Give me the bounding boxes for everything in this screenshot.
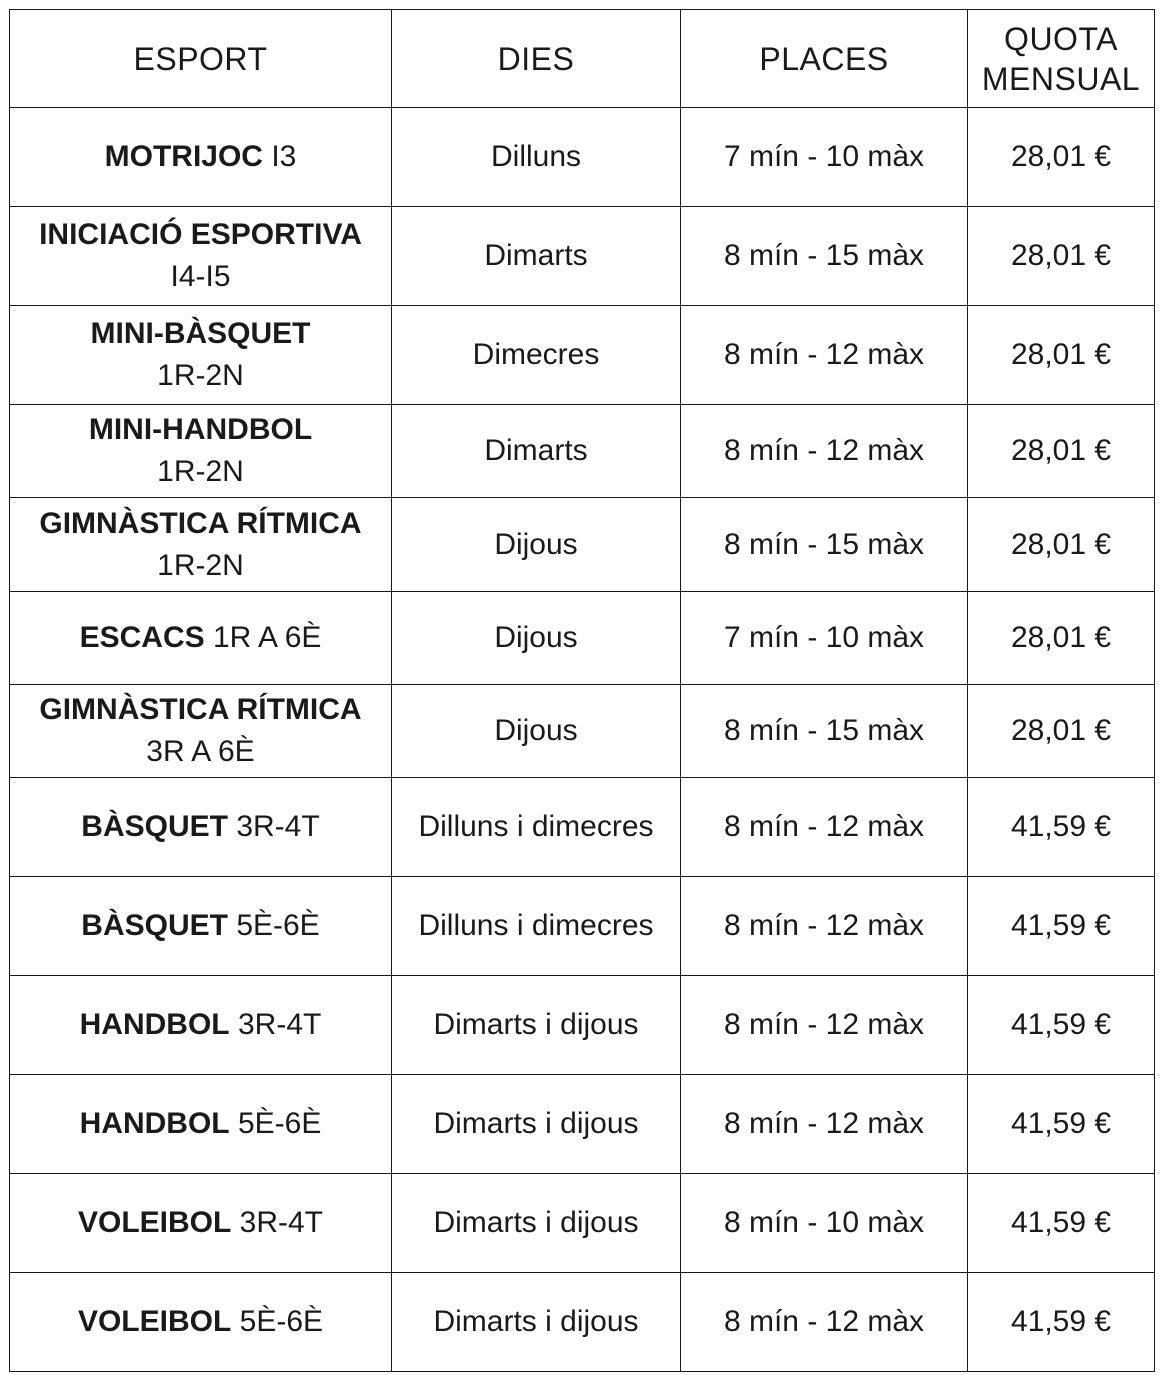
sport-name: GIMNÀSTICA RÍTMICA — [39, 506, 362, 540]
sport-name: BÀSQUET — [81, 909, 228, 942]
fee-cell — [968, 1075, 1155, 1174]
places-cell — [681, 685, 968, 778]
places-cell — [681, 405, 968, 498]
sport-level: I4-I5 — [170, 260, 231, 293]
fee-cell-text: 28,01 € — [1010, 140, 1112, 173]
fee-cell — [968, 207, 1155, 306]
fee-cell — [968, 592, 1155, 685]
sport-level: 1R A 6È — [212, 621, 322, 654]
sport-level: 3R A 6È — [146, 735, 255, 768]
places-cell-text: 8 mín - 15 màx — [723, 714, 925, 747]
sport-cell — [10, 778, 392, 877]
table-row — [10, 778, 1155, 877]
places-cell-text: 8 mín - 12 màx — [723, 810, 925, 843]
places-cell-text: 7 mín - 10 màx — [723, 621, 925, 654]
places-cell — [681, 1075, 968, 1174]
table-row — [10, 498, 1155, 592]
sport-level: 5È-6È — [239, 1305, 324, 1338]
places-cell-text: 8 mín - 15 màx — [723, 527, 925, 561]
places-cell — [681, 877, 968, 976]
table-row — [10, 877, 1155, 976]
days-cell-text: Dijous — [494, 714, 578, 747]
places-cell-text: 8 mín - 12 màx — [723, 434, 925, 467]
sport-cell — [10, 1075, 392, 1174]
sport-cell — [10, 498, 392, 592]
sport-name: MOTRIJOC — [104, 140, 263, 173]
fee-cell-text: 41,59 € — [1010, 1008, 1112, 1041]
places-cell — [681, 1273, 968, 1372]
table-row — [10, 405, 1155, 498]
sport-name: MINI-BÀSQUET — [90, 317, 311, 350]
fee-cell-text: 28,01 € — [1010, 621, 1112, 654]
days-cell-text: Dijous — [494, 621, 578, 654]
sport-cell — [10, 877, 392, 976]
days-cell-text: Dijous — [494, 527, 578, 561]
sport-name: BÀSQUET — [81, 810, 228, 843]
days-cell-text: Dilluns i dimecres — [418, 810, 654, 843]
places-cell — [681, 976, 968, 1075]
days-cell — [392, 877, 681, 976]
header-fee-line2: MENSUAL — [981, 60, 1141, 97]
places-cell-text: 8 mín - 12 màx — [723, 909, 925, 942]
fee-cell — [968, 1174, 1155, 1273]
days-cell-text: Dimarts i dijous — [433, 1206, 639, 1239]
days-cell-text: Dimarts i dijous — [433, 1008, 639, 1041]
table-row — [10, 685, 1155, 778]
places-cell-text: 8 mín - 12 màx — [723, 1305, 925, 1338]
places-cell — [681, 498, 968, 592]
header-sport — [10, 10, 392, 108]
fee-cell-text: 28,01 € — [1010, 527, 1112, 561]
fee-cell — [968, 405, 1155, 498]
fee-cell-text: 28,01 € — [1010, 239, 1112, 272]
days-cell-text: Dilluns — [490, 140, 582, 173]
sport-name: HANDBOL — [79, 1107, 230, 1140]
places-cell — [681, 592, 968, 685]
days-cell — [392, 1174, 681, 1273]
sport-level: 1R-2N — [157, 359, 244, 392]
places-cell-text: 8 mín - 12 màx — [723, 1107, 925, 1140]
fee-cell-text: 28,01 € — [1010, 338, 1112, 371]
sport-level: 1R-2N — [157, 455, 244, 488]
fee-cell-text: 28,01 € — [1010, 714, 1112, 747]
header-fee-line1: QUOTA — [1004, 20, 1118, 57]
sport-cell — [10, 207, 392, 306]
sport-cell — [10, 306, 392, 405]
sport-cell — [10, 108, 392, 207]
table-row — [10, 108, 1155, 207]
fee-cell — [968, 877, 1155, 976]
fee-cell — [968, 685, 1155, 778]
fee-cell-text: 41,59 € — [1010, 1305, 1112, 1338]
header-places — [681, 10, 968, 108]
days-cell-text: Dimecres — [472, 338, 600, 371]
sport-level: 5È-6È — [236, 909, 320, 942]
fee-cell — [968, 306, 1155, 405]
fee-cell — [968, 498, 1155, 592]
places-cell — [681, 207, 968, 306]
header-sport-label: ESPORT — [133, 40, 268, 77]
sport-name: HANDBOL — [79, 1008, 230, 1041]
days-cell-text: Dimarts — [484, 434, 588, 467]
header-places-label: PLACES — [759, 40, 889, 77]
days-cell — [392, 498, 681, 592]
fee-cell-text: 28,01 € — [1010, 434, 1112, 467]
sport-level: 5È-6È — [237, 1107, 322, 1140]
days-cell-text: Dilluns i dimecres — [418, 909, 654, 942]
sport-name: ESCACS — [79, 621, 205, 654]
places-cell — [681, 108, 968, 207]
days-cell — [392, 976, 681, 1075]
sport-cell — [10, 405, 392, 498]
days-cell-text: Dimarts i dijous — [433, 1305, 639, 1338]
sport-level: 3R-4T — [239, 1206, 324, 1239]
fee-cell — [968, 778, 1155, 877]
table-row — [10, 976, 1155, 1075]
places-cell-text: 8 mín - 12 màx — [723, 338, 925, 371]
places-cell — [681, 778, 968, 877]
sport-cell — [10, 685, 392, 778]
sport-level: I3 — [271, 140, 297, 173]
sport-name: MINI-HANDBOL — [88, 413, 313, 446]
sport-cell — [10, 1174, 392, 1273]
sport-name: VOLEIBOL — [77, 1206, 232, 1239]
days-cell — [392, 207, 681, 306]
days-cell-text: Dimarts i dijous — [433, 1107, 639, 1140]
places-cell-text: 8 mín - 12 màx — [723, 1008, 925, 1041]
places-cell — [681, 306, 968, 405]
header-row — [10, 10, 1155, 108]
table-row — [10, 306, 1155, 405]
fee-cell-text: 41,59 € — [1010, 909, 1112, 942]
places-cell — [681, 1174, 968, 1273]
days-cell — [392, 306, 681, 405]
days-cell — [392, 778, 681, 877]
table-row — [10, 592, 1155, 685]
table-row — [10, 1273, 1155, 1372]
fee-cell — [968, 1273, 1155, 1372]
sport-name: GIMNÀSTICA RÍTMICA — [39, 693, 362, 726]
sport-level: 3R-4T — [236, 810, 320, 843]
header-days — [392, 10, 681, 108]
days-cell — [392, 1273, 681, 1372]
days-cell — [392, 405, 681, 498]
places-cell-text: 8 mín - 10 màx — [723, 1206, 925, 1239]
sport-cell — [10, 976, 392, 1075]
fee-cell-text: 41,59 € — [1010, 1206, 1112, 1239]
sport-level: 1R-2N — [157, 548, 244, 582]
places-cell-text: 8 mín - 15 màx — [723, 239, 925, 272]
table-body — [10, 108, 1155, 1372]
table-row — [10, 1174, 1155, 1273]
fee-cell — [968, 976, 1155, 1075]
days-cell — [392, 685, 681, 778]
days-cell — [392, 108, 681, 207]
fee-cell — [968, 108, 1155, 207]
sport-level: 3R-4T — [237, 1008, 322, 1041]
days-cell-text: Dimarts — [484, 239, 588, 272]
days-cell — [392, 592, 681, 685]
fee-cell-text: 41,59 € — [1010, 810, 1112, 843]
places-cell-text: 7 mín - 10 màx — [723, 140, 925, 173]
days-cell — [392, 1075, 681, 1174]
header-monthly-fee — [968, 10, 1155, 108]
sports-schedule-table — [9, 9, 1155, 1372]
fee-cell-text: 41,59 € — [1010, 1107, 1112, 1140]
sport-cell — [10, 1273, 392, 1372]
table-row — [10, 1075, 1155, 1174]
sport-cell — [10, 592, 392, 685]
header-days-label: DIES — [497, 40, 575, 77]
table-row — [10, 207, 1155, 306]
sport-name: INICIACIÓ ESPORTIVA — [39, 218, 362, 251]
sport-name: VOLEIBOL — [77, 1305, 232, 1338]
